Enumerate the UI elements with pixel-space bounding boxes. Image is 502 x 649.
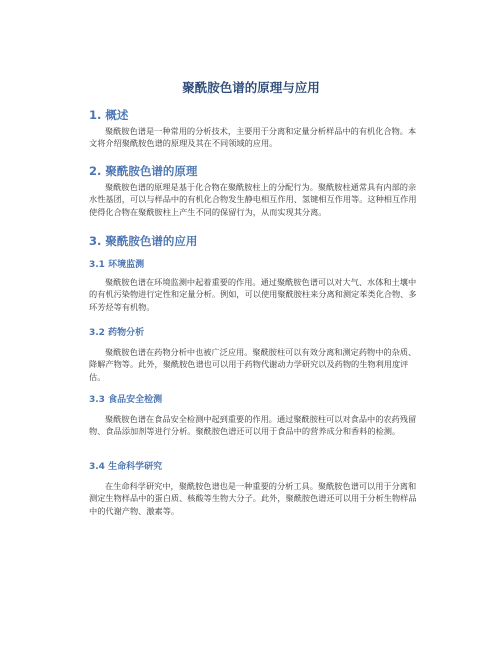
section-body-overview: 聚酰胺色谱是一种常用的分析技术，主要用于分离和定量分析样品中的有机化合物。本文将介绍聚酰胺色谱的原理及其在不同领域的应用。 (89, 126, 417, 149)
subsection-body-food-safety: 聚酰胺色谱在食品安全检测中起到重要的作用。通过聚酰胺柱可以对食品中的农药残留物、食品添加剂等进行分析。聚酰胺色谱还可以用于食品中的营养成分和香料的检测。 (89, 414, 417, 437)
subsection-heading-food-safety: 3.3 食品安全检测 (89, 395, 163, 405)
subsection-body-drug-analysis: 聚酰胺色谱在药物分析中也被广泛应用。聚酰胺柱可以有效分离和测定药物中的杂质、降解产物等。此外，聚酰胺色谱也可以用于药物代谢动力学研究以及药物的生物利用度评估。 (89, 347, 417, 382)
subsection-heading-drug-analysis: 3.2 药物分析 (89, 328, 145, 338)
document-title: 聚酰胺色谱的原理与应用 (182, 80, 320, 95)
subsection-heading-environment: 3.1 环境监测 (89, 260, 145, 270)
section-heading-principle: 2. 聚酰胺色谱的原理 (89, 164, 198, 178)
section-body-principle: 聚酰胺色谱的原理是基于化合物在聚酰胺柱上的分配行为。聚酰胺柱通常具有内部的亲水性基团，可以与样品中的有机化合物发生静电相互作用、氢键相互作用等。这种相互作用使得化合物在聚酰胺柱上产生不同的保留行为，从而实现其分离。 (89, 182, 417, 217)
subsection-body-environment: 聚酰胺色谱在环境监测中起着重要的作用。通过聚酰胺色谱可以对大气、水体和土壤中的有机污染物进行定性和定量分析。例如，可以使用聚酰胺柱来分离和测定苯类化合物、多环芳烃等有机物。 (89, 277, 417, 312)
section-heading-overview: 1. 概述 (89, 108, 129, 122)
section-heading-applications: 3. 聚酰胺色谱的应用 (89, 234, 198, 248)
subsection-body-life-science: 在生命科学研究中，聚酰胺色谱也是一种重要的分析工具。聚酰胺色谱可以用于分离和测定生物样品中的蛋白质、核酸等生物大分子。此外，聚酰胺色谱还可以用于分析生物样品中的代谢产物、激素等。 (89, 481, 417, 516)
subsection-heading-life-science: 3.4 生命科学研究 (89, 462, 163, 472)
